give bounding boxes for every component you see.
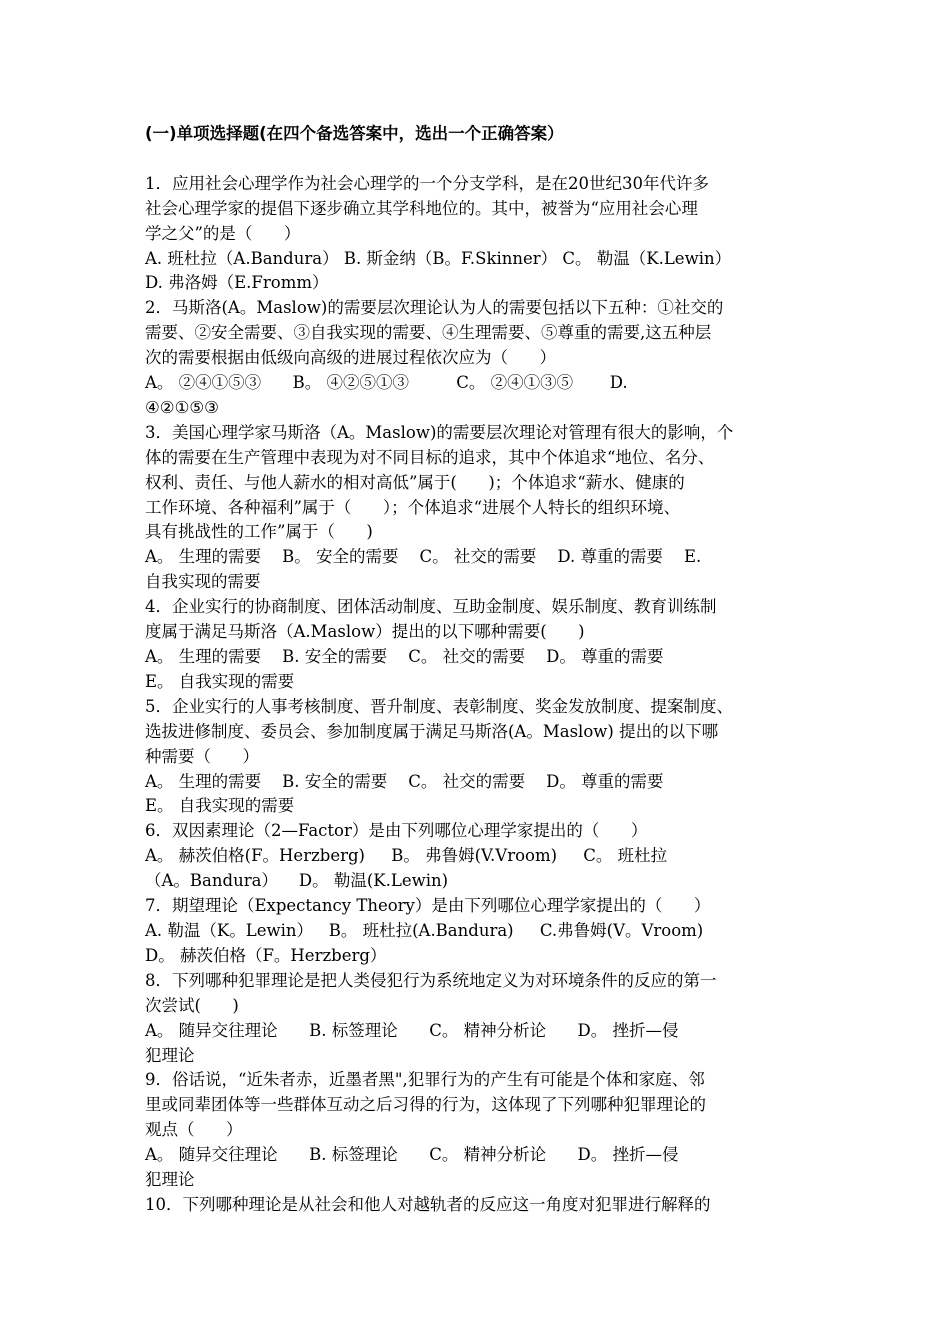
text-line: 5．企业实行的人事考核制度、晋升制度、表彰制度、奖金发放制度、提案制度、 (145, 696, 733, 716)
text-line: 6．双因素理论（2—Factor）是由下列哪位心理学家提出的（ ） (145, 821, 648, 841)
text-line: E。 自我实现的需要 (145, 671, 295, 691)
text-line: A。 赫茨伯格(F。Herzberg) B。 弗鲁姆(V.Vroom) C。 班杜拉 (145, 846, 668, 866)
text-line: A。 生理的需要 B。 安全的需要 C。 社交的需要 D. 尊重的需要 E. (145, 547, 702, 567)
text-line: 选拔进修制度、委员会、参加制度属于满足马斯洛(A。Maslow) 提出的以下哪 (145, 721, 719, 741)
text-line: 里或同辈团体等一些群体互动之后习得的行为，这体现了下列哪种犯罪理论的 (145, 1095, 706, 1115)
text-line: E。 自我实现的需要 (145, 796, 295, 816)
text-line: ④②①⑤③ (145, 397, 219, 417)
text-line: D. 弗洛姆（E.Fromm） (145, 273, 329, 293)
text-line: 具有挑战性的工作”属于（ ) (145, 522, 373, 542)
text-line: 次的需要根据由低级向高级的进展过程依次应为（ ） (145, 348, 556, 368)
question-body (145, 172, 835, 1218)
text-line: 7．期望理论（Expectancy Theory）是由下列哪位心理学家提出的（ ） (145, 896, 711, 916)
text-line: 次尝试( ) (145, 995, 239, 1015)
section-title: (一)单项选择题(在四个备选答案中，选出一个正确答案） (145, 124, 564, 143)
text-line: A. 班杜拉（A.Bandura） B. 斯金纳（B。F.Skinner） C。 勒温（K.Lewin） (145, 248, 732, 268)
text-line: 工作环境、各种福利”属于（ ）；个体追求“进展个人特长的组织环境、 (145, 497, 681, 517)
text-line: 犯理论 (145, 1045, 195, 1065)
text-line: 犯理论 (145, 1170, 195, 1190)
text-line: 1．应用社会心理学作为社会心理学的一个分支学科，是在20世纪30年代许多 (145, 173, 709, 193)
text-line: A。 生理的需要 B. 安全的需要 C。 社交的需要 D。 尊重的需要 (145, 647, 664, 667)
text-line: 学之父”的是（ ） (145, 223, 301, 243)
text-line: 9．俗话说，“近朱者赤，近墨者黑",犯罪行为的产生有可能是个体和家庭、邻 (145, 1070, 705, 1090)
text-line: 观点（ ） (145, 1120, 243, 1140)
text-line: A。 ②④①⑤③ B。 ④②⑤①③ C。 ②④①③⑤ D. (145, 373, 628, 393)
text-line: A。 生理的需要 B. 安全的需要 C。 社交的需要 D。 尊重的需要 (145, 771, 664, 791)
text-line: A. 勒温（K。Lewin） B。 班杜拉(A.Bandura) C.弗鲁姆(V。Vroom) (145, 920, 704, 940)
text-line: 需要、②安全需要、③自我实现的需要、④生理需要、⑤尊重的需要,这五种层 (145, 323, 712, 343)
text-line: 3．美国心理学家马斯洛（A。Maslow)的需要层次理论对管理有很大的影响，个 (145, 422, 734, 442)
text-line: 社会心理学家的提倡下逐步确立其学科地位的。其中，被誉为“应用社会心理 (145, 198, 698, 218)
text-line: 10．下列哪种理论是从社会和他人对越轨者的反应这一角度对犯罪进行解释的 (145, 1194, 711, 1214)
text-line: A。 随异交往理论 B. 标签理论 C。 精神分析论 D。 挫折—侵 (145, 1145, 679, 1165)
text-line: （A。Bandura） D。 勒温(K.Lewin) (145, 871, 449, 891)
text-line: 度属于满足马斯洛（A.Maslow）提出的以下哪种需要( ) (145, 622, 585, 642)
text-line: 8．下列哪种犯罪理论是把人类侵犯行为系统地定义为对环境条件的反应的第一 (145, 970, 717, 990)
text-line: 体的需要在生产管理中表现为对不同目标的追求，其中个体追求“地位、名分、 (145, 447, 715, 467)
text-line: 自我实现的需要 (145, 572, 261, 592)
text-line: 2．马斯洛(A。Maslow)的需要层次理论认为人的需要包括以下五种：①社交的 (145, 298, 724, 318)
text-line: 权利、责任、与他人薪水的相对高低”属于( )；个体追求“薪水、健康的 (145, 472, 685, 492)
text-line: 种需要（ ） (145, 746, 259, 766)
document-page (145, 122, 835, 1218)
text-line: D。 赫茨伯格（F。Herzberg） (145, 945, 387, 965)
text-line: 4．企业实行的协商制度、团体活动制度、互助金制度、娱乐制度、教育训练制 (145, 597, 717, 617)
text-line: A。 随异交往理论 B. 标签理论 C。 精神分析论 D。 挫折—侵 (145, 1020, 679, 1040)
